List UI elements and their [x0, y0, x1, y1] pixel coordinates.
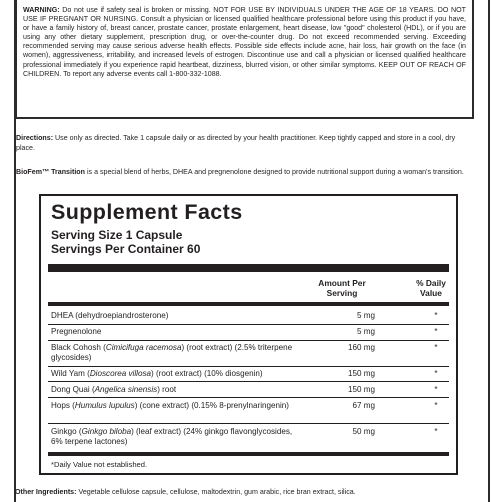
- amount-per-serving-header: Amount Per Serving: [318, 278, 366, 298]
- ingredient-name: Dong Quai (Angelica sinensis) root: [51, 385, 177, 394]
- product-description-text: is a special blend of herbs, DHEA and pregnenolone designed to provide nutritional support during a woman's transition.: [86, 168, 464, 176]
- supplement-facts-title: Supplement Facts: [51, 200, 243, 224]
- ingredient-amount: 150 mg: [348, 369, 375, 378]
- row-divider: [48, 340, 449, 341]
- daily-value-header: % Daily Value: [416, 278, 446, 298]
- warning-label: WARNING:: [23, 6, 60, 14]
- ingredient-amount: 50 mg: [352, 427, 375, 436]
- warning-text: Do not use if safety seal is broken or missing. NOT FOR USE BY INDIVIDUALS UNDER THE AGE OF 18 YEARS. DO NOT USE IF PREGNANT OR NURSING. Consult a physician or licensed qualified healthcare professional before using this product if you have, or have a family history of, breast cancer, prostate cancer, prostate enlargement, heart disease, low "good" cholesterol (HDL), or if you are using any other dietary supplement, prescription drug, or over-the-counter drug. Do not exceed recommended serving. Exceeding recommended serving may cause serious adverse health effects. Possible side effects include acne, hair loss, hair growth on the face (in women), aggressiveness, irritability, and increased levels of estrogen. Discontinue use and call a physician or licensed qualified healthcare professional immediately if you experience rapid heartbeat, dizziness, blurred vision, or other similar symptoms. KEEP OUT OF REACH OF CHILDREN. To report any adverse events call 1-800-332-1088.: [23, 6, 466, 78]
- other-ingredients: [15, 488, 485, 496]
- supplement-facts-panel: [39, 194, 458, 475]
- ingredient-name: Black Cohosh (Cimicifuga racemosa) (root extract) (2.5% triterpene glycosides): [51, 343, 293, 362]
- servings-per-container: Servings Per Container 60: [51, 242, 201, 256]
- product-description: [16, 167, 472, 177]
- directions-text: Use only as directed. Take 1 capsule daily or as directed by your health practitioner. Keep tightly capped and store in a cool, dry place.: [16, 134, 456, 153]
- ingredient-name: Ginkgo (Ginkgo biloba) (leaf extract) (24% ginkgo flavonglycosides, 6% terpene lactones): [51, 427, 293, 446]
- ingredient-amount: 160 mg: [348, 343, 375, 352]
- header-divider: [48, 302, 449, 306]
- warning-box: [15, 0, 474, 119]
- directions-label: Directions:: [16, 134, 54, 142]
- ingredient-dv: *: [434, 369, 438, 378]
- ingredient-dv: *: [434, 401, 438, 410]
- row-divider: [48, 423, 449, 424]
- ingredient-amount: 5 mg: [357, 327, 375, 336]
- ingredient-name: Pregnenolone: [51, 327, 102, 336]
- ingredient-name: Wild Yam (Dioscorea villosa) (root extract) (10% diosgenin): [51, 369, 263, 378]
- directions: [16, 133, 472, 154]
- product-name: BioFem™ Transition: [16, 168, 85, 176]
- ingredient-dv: *: [434, 311, 438, 320]
- row-divider: [48, 381, 449, 382]
- ingredient-dv: *: [434, 327, 438, 336]
- row-divider: [48, 324, 449, 325]
- other-ingredients-label: Other Ingredients:: [15, 488, 77, 496]
- ingredient-amount: 67 mg: [352, 401, 375, 410]
- ingredient-dv: *: [434, 427, 438, 436]
- ingredient-amount: 5 mg: [357, 311, 375, 320]
- ingredient-dv: *: [434, 343, 438, 352]
- ingredient-dv: *: [434, 385, 438, 394]
- ingredient-amount: 150 mg: [348, 385, 375, 394]
- serving-size: Serving Size 1 Capsule: [51, 228, 183, 242]
- thick-divider: [48, 264, 449, 272]
- row-divider: [48, 397, 449, 398]
- row-divider: [48, 366, 449, 367]
- daily-value-footnote: *Daily Value not established.: [51, 460, 148, 469]
- ingredient-name: Hops (Humulus lupulus) (cone extract) (0.15% 8-prenylnaringenin): [51, 401, 289, 410]
- footer-divider: [48, 452, 449, 456]
- ingredient-name: DHEA (dehydroepiandrosterone): [51, 311, 169, 320]
- other-ingredients-text: Vegetable cellulose capsule, cellulose, maltodextrin, gum arabic, rice bran extract, silica.: [78, 488, 356, 496]
